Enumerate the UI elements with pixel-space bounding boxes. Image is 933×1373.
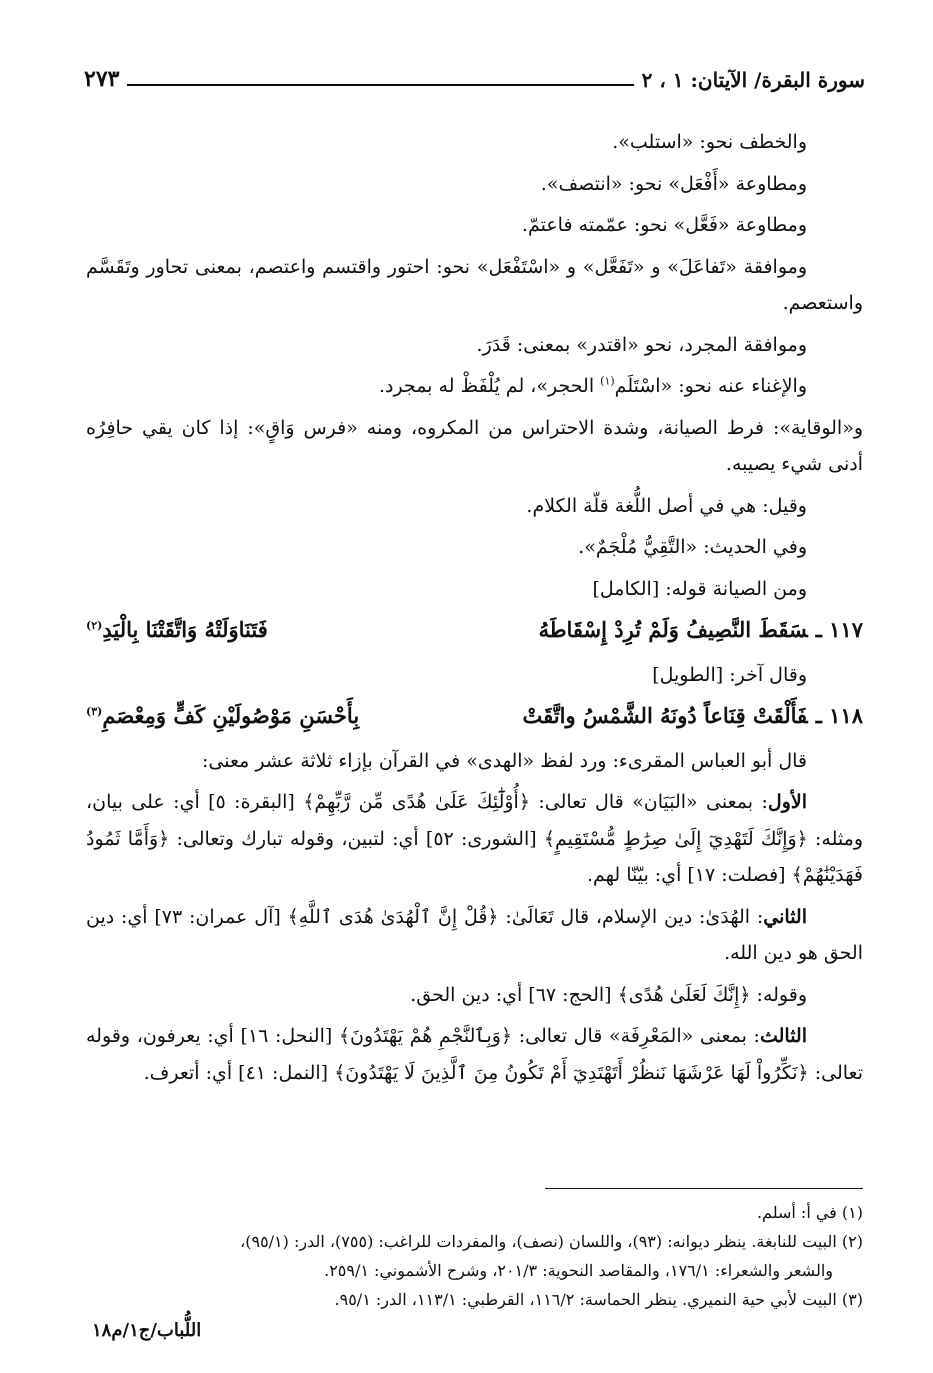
paragraph: وقيل: هي في أصل اللُّغة قلّة الكلام. [526, 494, 807, 517]
paragraph [86, 1018, 863, 1091]
footnote-ref: (١) [600, 374, 615, 388]
verse-second-half [86, 612, 268, 649]
running-title: سورة البقرة/ الآيتان: ١ ، ٢ [641, 68, 865, 92]
verse-first-half [539, 612, 863, 649]
verse-number: ١١٨ ـ [815, 703, 863, 728]
verse-hemistich: سَقَطَ النَّصِيفُ وَلَمْ تُرِدْ إِسْقَاطَهُ [538, 617, 808, 642]
paragraph [86, 899, 863, 972]
paragraph [86, 784, 863, 894]
verse-hemistich: فَأَلْقَتْ قِنَاعاً دُونَهُ الشَّمْسُ واتَّقَتْ [522, 703, 808, 728]
paragraph: ومطاوعة «فَعَّل» نحو: عمّمته فاعتمّ. [521, 214, 807, 236]
paragraph: وفي الحديث: «التَّقِيُّ مُلْجَمٌ». [578, 536, 807, 558]
footnote-ref: (٢) [86, 619, 103, 632]
paragraph: ومطاوعة «أَفْعَل» نحو: «انتصف». [540, 172, 807, 195]
section-keyword: الأول [767, 791, 807, 813]
paragraph-text: والإغناء عنه نحو: «اسْتَلَم [614, 375, 807, 397]
page-number: ٢٧٣ [84, 66, 120, 92]
paragraph: و«الوقاية»: فرط الصيانة، وشدة الاحتراس من المكروه، ومنه «فرس وَاقٍ»: إذا كان يقي حافِرُه أدنى شيء يصيبه. [86, 416, 863, 475]
verse-first-half [523, 698, 863, 735]
section-keyword: الثالث [759, 1025, 807, 1047]
page-header [84, 58, 865, 92]
verse-hemistich: فَتَنَاوَلَتْهُ وَاتَّقَتْنَا بِالْيَدِ [102, 617, 268, 642]
paragraph: وموافقة المجرد، نحو «اقتدر» بمعنى: قَدَرَ. [476, 333, 807, 356]
paragraph-text: الحجر»، لم يُلْفَظْ له بمجرد. [378, 375, 601, 397]
verse-second-half [86, 698, 359, 735]
paragraph: والخطف نحو: «استلب». [612, 131, 807, 153]
footnotes [86, 1198, 863, 1314]
footnote-continuation: والشعر والشعراء: ١٧٦/١، والمقاصد النحوية: ٢٠١/٣، وشرح الأشموني: ٢٥٩/١. [324, 1261, 833, 1280]
paragraph [86, 368, 863, 405]
poetry-verse-118 [86, 698, 863, 735]
footnote: (٣) البيت لأبي حية النميري. ينظر الحماسة: ١١٦/٢، القرطبي: ١١٣/١، الدر: ٩٥/١. [334, 1290, 863, 1309]
paragraph: قال أبو العباس المقرىء: ورد لفظ «الهدى» في القرآن بإزاء ثلاثة عشر معنى: [202, 749, 807, 772]
footnote-rule [545, 1188, 863, 1189]
footnote: (١) في أ: أسلم. [756, 1203, 863, 1222]
poetry-verse-117 [86, 612, 863, 649]
paragraph: ومن الصيانة قوله: [الكامل] [592, 577, 807, 600]
section-keyword: الثاني [763, 905, 807, 928]
footnote: (٢) البيت للنابغة. ينظر ديوانه: (٩٣)، واللسان (نصف)، والمفردات للراغب: (٧٥٥)، الدر: (٩٥/١)، [240, 1232, 863, 1251]
paragraph-text: : بمعنى «المَعْرِفَة» قال تعالى: ﴿وَبِٱلنَّجْمِ هُمْ يَهْتَدُونَ﴾ [النحل: ١٦] أي: يعرفون، وقوله تعالى: ﴿نَكِّرُواْ لَهَا عَرْشَهَا نَنظُرْ أَتَهْتَدِيٓ أَمْ تَكُونُ مِنَ ٱلَّذِينَ لَا يَهْتَدُونَ﴾ [النمل: ٤١] أي: أتعرف. [86, 1025, 863, 1084]
paragraph-text: : الهُدَىٰ: دين الإسلام، قال تَعَالَىٰ: ﴿قُلْ إِنَّ ٱلْهُدَىٰ هُدَى ٱللَّهِ﴾ [آل عمران: ٧٣] أي: دين الحق هو دين الله. [86, 905, 863, 964]
verse-number: ١١٧ ـ [815, 617, 863, 642]
paragraph: وقال آخر: [الطويل] [652, 663, 807, 686]
paragraph: وموافقة «تَفاعَلَ» و «تَفَعَّل» و «اسْتَفْعَل» نحو: احتور واقتسم واعتصم، بمعنى تحاور وتَقَسَّم واستعصم. [86, 255, 863, 314]
paragraph: وقوله: ﴿إِنَّكَ لَعَلَىٰ هُدًى﴾ [الحج: ٦٧] أي: دين الحق. [410, 983, 807, 1006]
header-rule [127, 84, 633, 86]
signature-mark: اللُّباب/ج١/م١٨ [92, 1320, 202, 1341]
paragraph-text: : بمعنى «البَيَان» قال تعالى: ﴿أُوْلَٰٓئِكَ عَلَىٰ هُدًى مِّن رَّبِّهِمْ﴾ [البقرة: ٥] أي: على بيان، ومثله: ﴿وَإِنَّكَ لَتَهْدِيٓ إِلَىٰ صِرَٰطٍ مُّسْتَقِيمٍ﴾ [الشورى: ٥٢] أي: لتبين، وقوله تبارك وتعالى: ﴿وَأَمَّا ثَمُودُ فَهَدَيْنَٰهُمْ﴾ [فصلت: ١٧] أي: بيّنّا لهم. [86, 791, 863, 886]
main-text [86, 124, 863, 1096]
verse-hemistich: بِأَحْسَنِ مَوْصُولَيْنِ كَفٍّ وَمِعْصَمِ [102, 703, 360, 728]
footnote-ref: (٣) [86, 705, 103, 718]
